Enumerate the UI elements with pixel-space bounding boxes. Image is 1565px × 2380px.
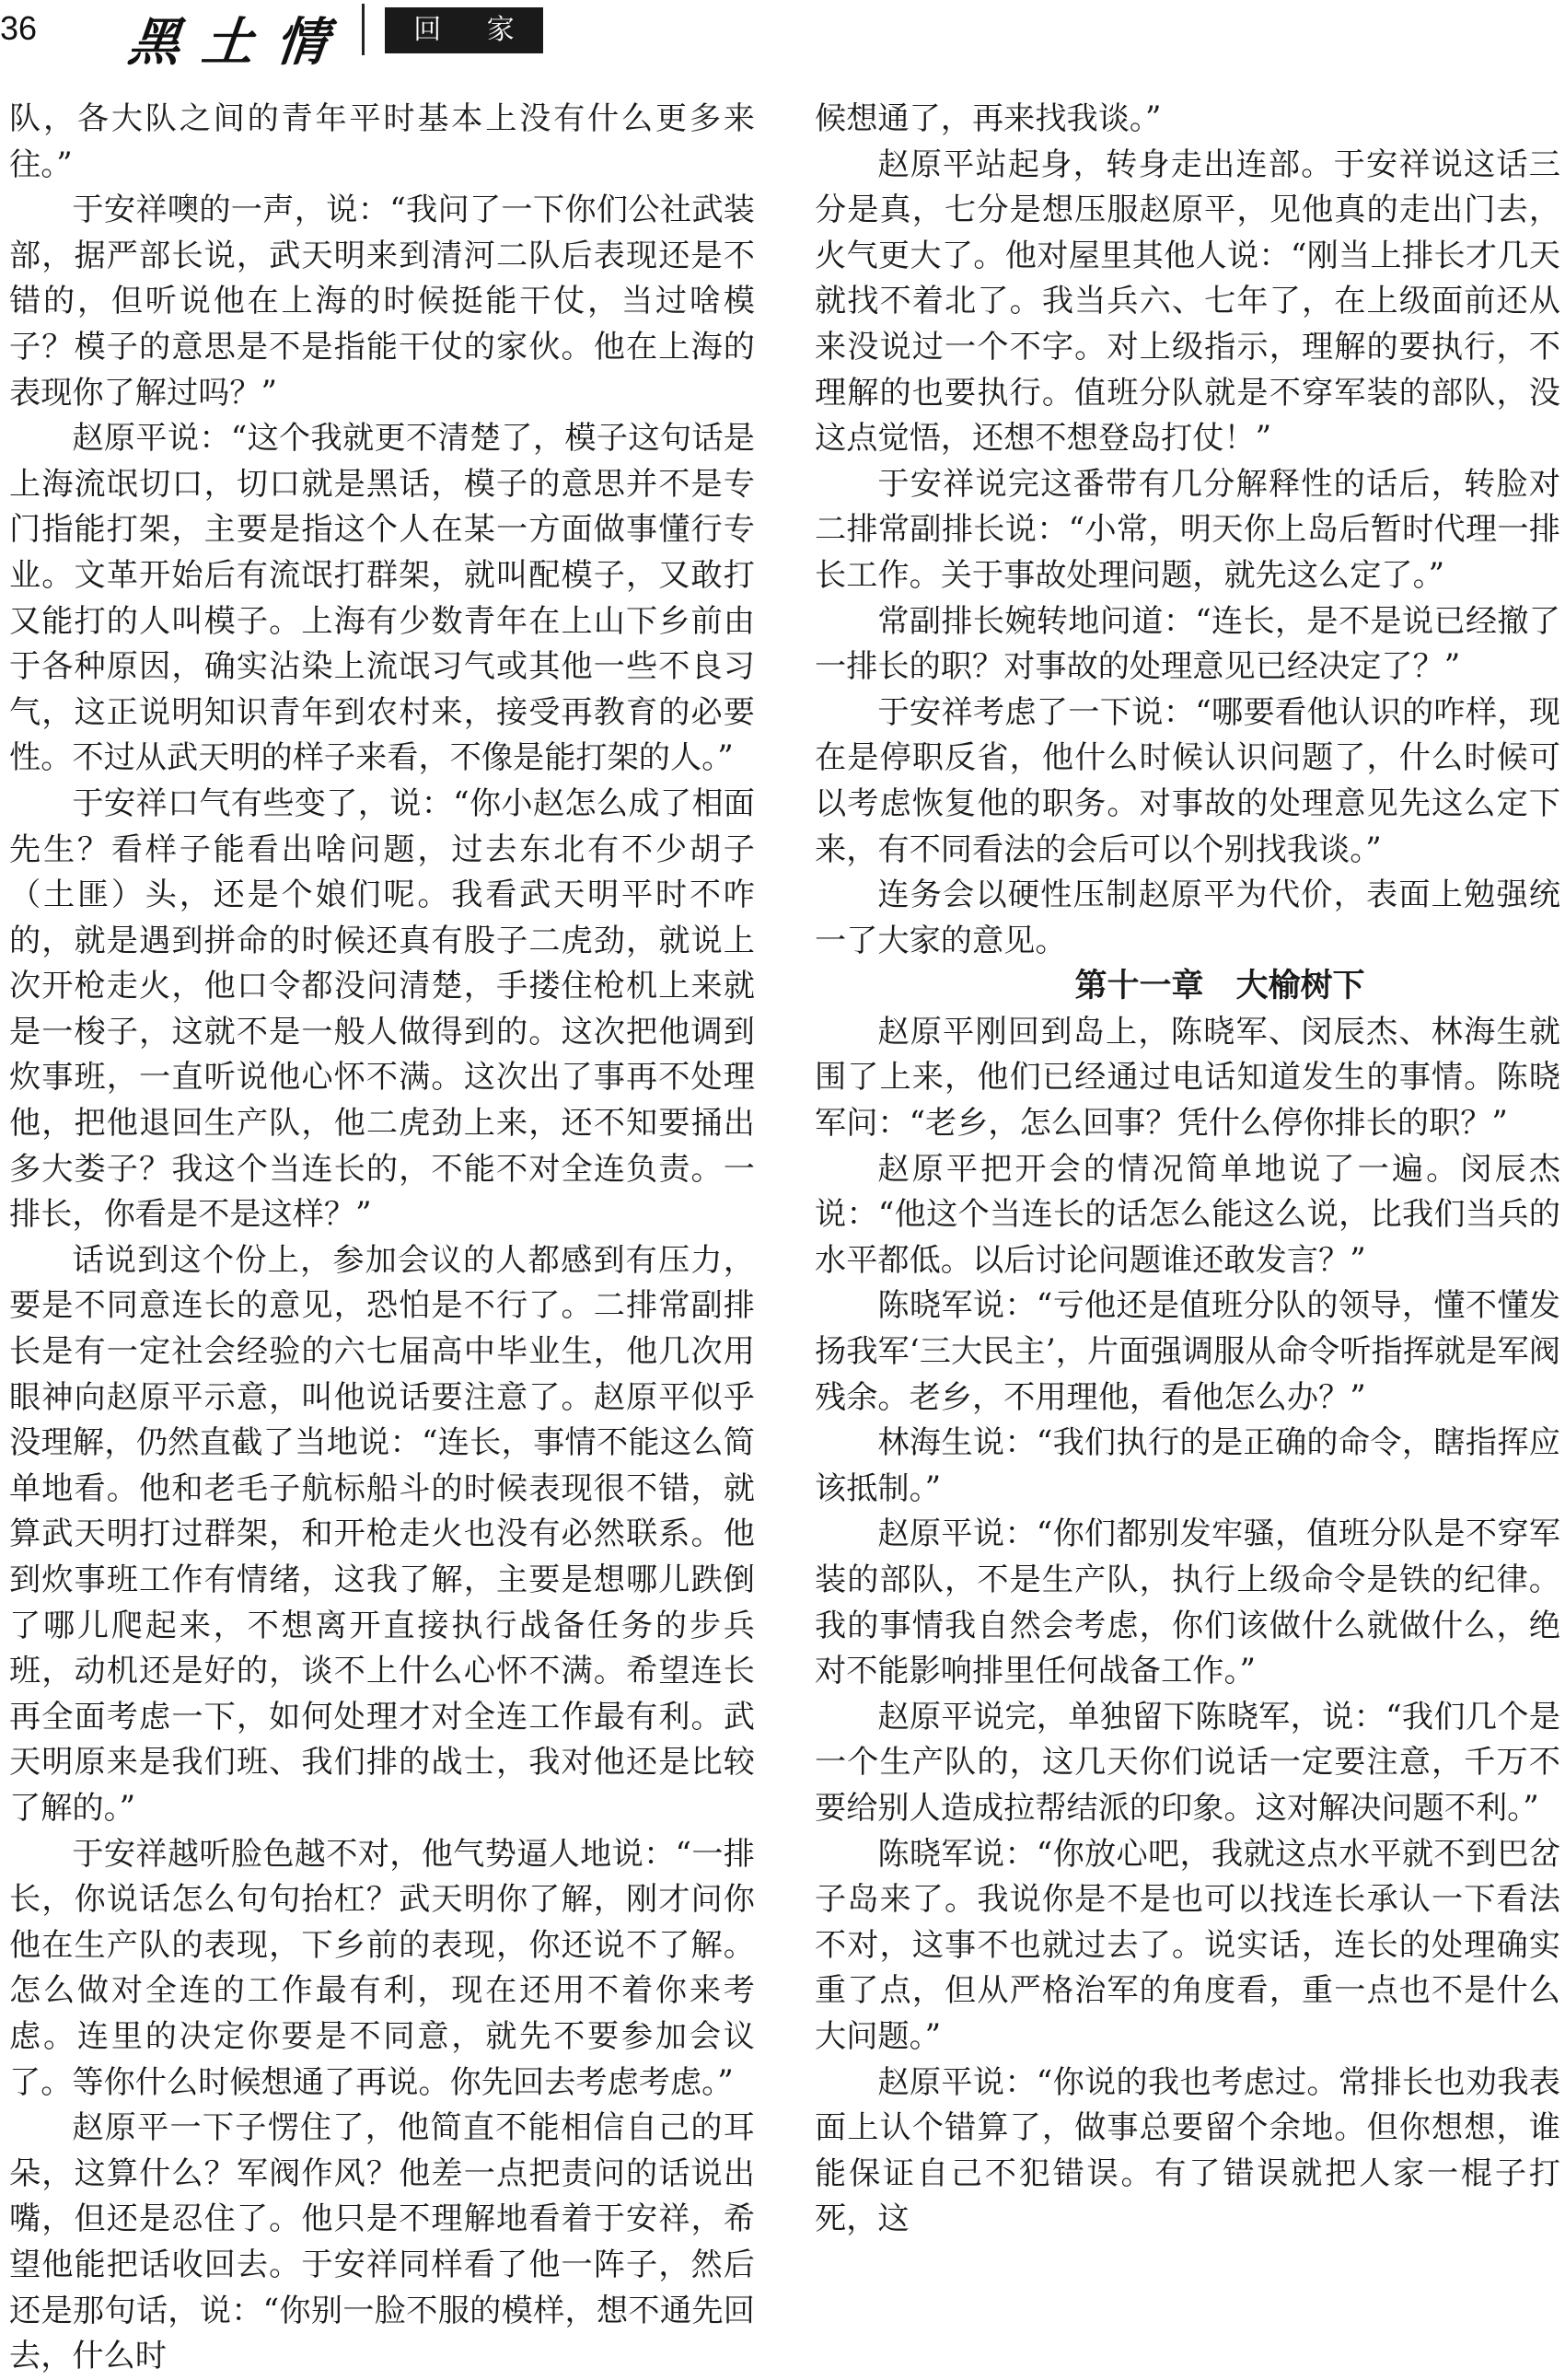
- continued-paragraph: 候想通了，再来找我谈。”: [815, 100, 1162, 137]
- paragraph: 话说到这个份上，参加会议的人都感到有压力，要是不同意连长的意见，恐怕是不行了。二排常副排长是有一定社会经验的六七届高中毕业生，他几次用眼神向赵原平示意，叫他说话要注意了。赵原平似乎没理解，仍然直截了当地说：“连长，事情不能这么简单地看。他和老毛子航标船斗的时候表现很不错，就算武天明打过群架，和开枪走火也没有必然联系。他到炊事班工作有情绪，这我了解，主要是想哪儿跌倒了哪儿爬起来，不想离开直接执行战备任务的步兵班，动机还是好的，谈不上什么心怀不满。希望连长再全面考虑一下，如何处理才对全连工作最有利。武天明原来是我们班、我们排的战士，我对他还是比较了解的。”: [9, 1241, 755, 1827]
- paragraph: 陈晓军说：“你放心吧，我就这点水平就不到巴岔子岛来了。我说你是不是也可以找连长承认一下看法不对，这事不也就过去了。说实话，连长的处理确实重了点，但从严格治军的角度看，重一点也不是什么大问题。”: [815, 1835, 1560, 2055]
- paragraph: 于安祥噢的一声，说：“我问了一下你们公社武装部，据严部长说，武天明来到清河二队后表现还是不错的，但听说他在上海的时候挺能干仗，当过啥模子？模子的意思是不是指能干仗的家伙。他在上海的表现你了解过吗？”: [9, 192, 755, 412]
- page-number: 36: [0, 9, 38, 47]
- paragraph: 赵原平说：“你说的我也考虑过。常排长也劝我表面上认个错算了，做事总要留个余地。但你想想，谁能保证自己不犯错误。有了错误就把人家一棍子打死，这: [815, 2063, 1560, 2238]
- left-column: [9, 97, 755, 2380]
- paragraph: 陈晓军说：“亏他还是值班分队的领导，懂不懂发扬我军‘三大民主’，片面强调服从命令听指挥就是军阀残余。老乡，不用理他，看他怎么办？”: [815, 1287, 1560, 1416]
- paragraph: 赵原平说：“你们都别发牢骚，值班分队是不穿军装的部队，不是生产队，执行上级命令是铁的纪律。我的事情我自然会考虑，你们该做什么就做什么，绝对不能影响排里任何战备工作。”: [815, 1515, 1560, 1690]
- paragraph: 赵原平一下子愣住了，他简直不能相信自己的耳朵，这算什么？军阀作风？他差一点把责问的话说出嘴，但还是忍住了。他只是不理解地看着于安祥，希望他能把话收回去。于安祥同样看了他一阵子，然后还是那句话，说：“你别一脸不服的模样，想不通先回去，什么时: [9, 2109, 755, 2375]
- paragraph: 林海生说：“我们执行的是正确的命令，瞎指挥应该抵制。”: [815, 1424, 1560, 1507]
- chapter-title: 第十一章 大榆树下: [1074, 968, 1365, 1005]
- right-column: [815, 97, 1560, 2243]
- paragraph: 赵原平说完，单独留下陈晓军，说：“我们几个是一个生产队的，这几天你们说话一定要注意，千万不要给别人造成拉帮结派的印象。这对解决问题不利。”: [815, 1698, 1560, 1827]
- paragraph: 于安祥说完这番带有几分解释性的话后，转脸对二排常副排长说：“小常，明天你上岛后暂时代理一排长工作。关于事故处理问题，就先这么定了。”: [815, 465, 1560, 594]
- paragraph: 于安祥越听脸色越不对，他气势逼人地说：“一排长，你说话怎么句句抬杠？武天明你了解，刚才问你他在生产队的表现，下乡前的表现，你还说不了解。怎么做对全连的工作最有利，现在还用不着你来考虑。连里的决定你要是不同意，就先不要参加会议了。等你什么时候想通了再说。你先回去考虑考虑。”: [9, 1835, 755, 2101]
- right-column-bottom: [815, 1010, 1560, 2243]
- continued-paragraph: 队，各大队之间的青年平时基本上没有什么更多来往。”: [9, 100, 755, 183]
- paragraph: 赵原平刚回到岛上，陈晓军、闵辰杰、林海生就围了上来，他们已经通过电话知道发生的事情。陈晓军问：“老乡，怎么回事？凭什么停你排长的职？”: [815, 1013, 1560, 1143]
- paragraph: 赵原平说：“这个我就更不清楚了，模子这句话是上海流氓切口，切口就是黑话，模子的意思并不是专门指能打架，主要是指这个人在某一方面做事懂行专业。文革开始后有流氓打群架，就叫配模子，又敢打又能打的人叫模子。上海有少数青年在上山下乡前由于各种原因，确实沾染上流氓习气或其他一些不良习气，这正说明知识青年到农村来，接受再教育的必要性。不过从武天明的样子来看，不像是能打架的人。”: [9, 420, 755, 777]
- right-column-top: [815, 97, 1560, 964]
- paragraph: 赵原平把开会的情况简单地说了一遍。闵辰杰说：“他这个当连长的话怎么能这么说，比我们当兵的水平都低。以后讨论问题谁还敢发言？”: [815, 1150, 1560, 1279]
- paragraph: 于安祥口气有些变了，说：“你小赵怎么成了相面先生？看样子能看出啥问题，过去东北有不少胡子（土匪）头，还是个娘们呢。我看武天明平时不咋的，就是遇到拼命的时候还真有股子二虎劲，就说上次开枪走火，他口令都没问清楚，手搂住枪机上来就是一梭子，这就不是一般人做得到的。这次把他调到炊事班，一直听说他心怀不满。这次出了事再不处理他，把他退回生产队，他二虎劲上来，还不知要捅出多大娄子？我这个当连长的，不能不对全连负责。一排长，你看是不是这样？”: [9, 784, 755, 1234]
- paragraph: 赵原平站起身，转身走出连部。于安祥说这话三分是真，七分是想压服赵原平，见他真的走出门去，火气更大了。他对屋里其他人说：“刚当上排长才几天就找不着北了。我当兵六、七年了，在上级面前还从来没说过一个不字。对上级指示，理解的要执行，不理解的也要执行。值班分队就是不穿军装的部队，没这点觉悟，还想不想登岛打仗！”: [815, 145, 1560, 458]
- magazine-logo: 黑土情: [125, 12, 354, 73]
- section-tag: 回 家: [385, 7, 543, 53]
- paragraph: 常副排长婉转地问道：“连长，是不是说已经撤了一排长的职？对事故的处理意见已经决定了？”: [815, 602, 1560, 686]
- header-divider: [362, 4, 365, 55]
- paragraph: 连务会以硬性压制赵原平为代价，表面上勉强统一了大家的意见。: [815, 877, 1560, 959]
- page-header: [0, 0, 1565, 73]
- paragraph: 于安祥考虑了一下说：“哪要看他认识的咋样，现在是停职反省，他什么时候认识问题了，什么时候可以考虑恢复他的职务。对事故的处理意见先这么定下来，有不同看法的会后可以个别找我谈。”: [815, 693, 1560, 868]
